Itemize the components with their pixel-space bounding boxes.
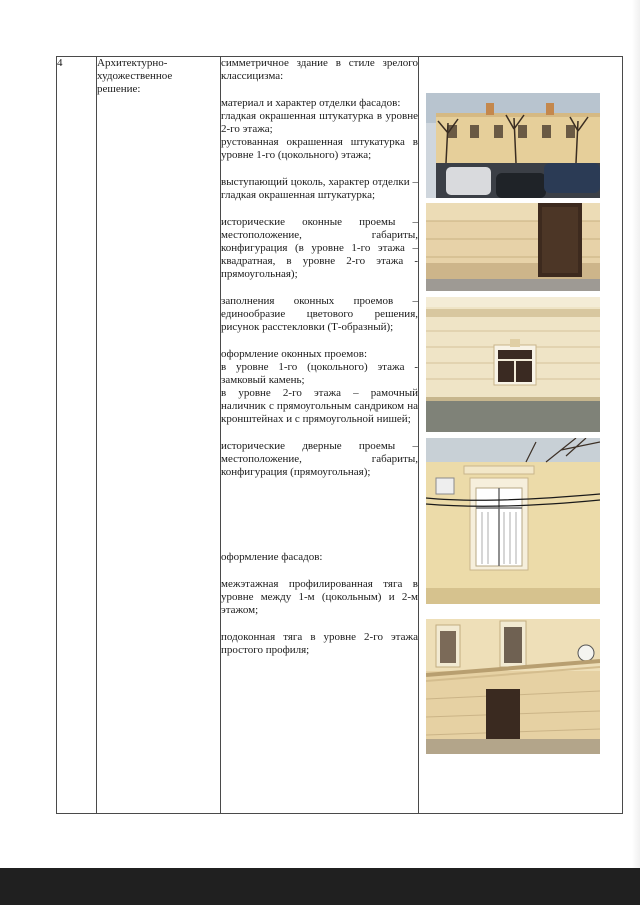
- street-facade-photo-icon: [426, 93, 600, 198]
- scan-bottom-shadow: [0, 868, 640, 905]
- description-paragraph: оформление оконных проемов:: [221, 348, 368, 360]
- description-paragraph: в уровне 1-го (цокольного) этажа - замковый камень;: [221, 361, 418, 386]
- description-paragraph: межэтажная профилированная тяга в уровне между 1-м (цокольным) и 2-м этажом;: [221, 578, 418, 616]
- document-table: [56, 56, 623, 814]
- description-paragraph: рустованная окрашенная штукатурка в уровне 1-го (цокольного) этажа;: [221, 136, 418, 161]
- description-paragraph: заполнения оконных проемов – единообразие цветового решения, рисунок расстекловки (Т-образный);: [221, 295, 418, 333]
- row-number-cell: [57, 57, 97, 814]
- table-row: [57, 57, 623, 814]
- plinth-detail-photo-icon: [426, 203, 600, 291]
- description-paragraph: выступающий цоколь, характер отделки – гладкая окрашенная штукатурка;: [221, 176, 418, 201]
- row-name-line: Архитектурно-: [97, 57, 168, 69]
- upper-window-photo-icon: [426, 438, 600, 604]
- description-paragraph: подоконная тяга в уровне 2-го этажа простого профиля;: [221, 631, 418, 656]
- description-paragraph: исторические дверные проемы – местоположение, габариты, конфигурация (прямоугольная);: [221, 440, 418, 478]
- photos-cell: [419, 57, 623, 814]
- row-name-line: художественное: [97, 70, 173, 82]
- description-paragraph: материал и характер отделки фасадов:: [221, 97, 401, 109]
- description-cell: [221, 57, 419, 814]
- scan-edge-shadow: [632, 0, 640, 905]
- description-paragraph: симметричное здание в стиле зрелого классицизма:: [221, 57, 418, 82]
- row-number: 4: [57, 57, 63, 69]
- row-name-line: решение:: [97, 83, 141, 95]
- door-cornice-photo-icon: [426, 619, 600, 754]
- row-name-cell: [97, 57, 221, 814]
- ground-floor-window-photo-icon: [426, 297, 600, 432]
- description-paragraph: гладкая окрашенная штукатурка в уровне 2-го этажа;: [221, 110, 418, 135]
- description-paragraph: оформление фасадов:: [221, 551, 323, 563]
- description-paragraph: в уровне 2-го этажа – рамочный наличник с прямоугольным сандриком на кронштейнах и с прямоугольной нишей;: [221, 387, 418, 425]
- description-paragraph: исторические оконные проемы – местоположение, габариты, конфигурация (в уровне 1-го этажа – квадратная, в уровне 2-го этажа - прямоугольная);: [221, 216, 418, 280]
